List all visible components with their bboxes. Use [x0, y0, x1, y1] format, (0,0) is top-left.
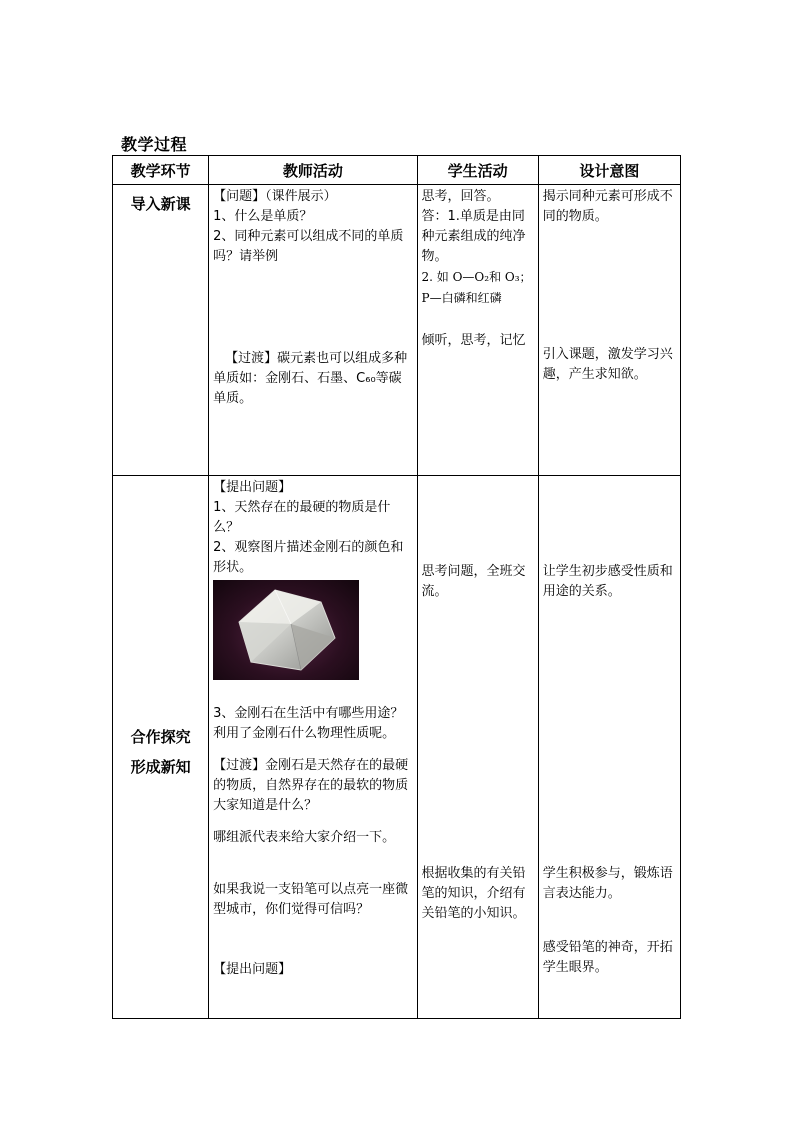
intent-text: 揭示同种元素可形成不同的物质。 [542, 189, 673, 224]
teacher-text: 1、天然存在的最硬的物质是什么？ [213, 500, 391, 535]
diamond-icon [213, 580, 359, 680]
page-heading: 教学过程 [121, 135, 188, 154]
stage-cell [113, 476, 209, 1019]
header-intent: 设计意图 [538, 156, 680, 185]
student-text: 答：1.单质是由同种元素组成的纯净物。 [421, 209, 526, 264]
teacher-text: 【提出问题】 [213, 962, 292, 977]
teacher-cell [209, 476, 417, 1019]
teacher-text: 【问题】（课件展示） [213, 189, 337, 204]
student-cell [417, 476, 538, 1019]
stage-label: 合作探究 [130, 728, 191, 746]
teacher-text: 【过渡】金刚石是天然存在的最硬的物质，自然界存在的最软的物质大家知道是什么？ [213, 758, 409, 813]
teacher-text: 如果我说一支铅笔可以点亮一座微型城市，你们觉得可信吗？ [213, 882, 409, 917]
teacher-text: 2、观察图片描述金刚石的颜色和形状。 [213, 540, 404, 575]
student-text: 思考，回答。 [421, 189, 500, 204]
table-row [113, 185, 681, 476]
header-teacher: 教师活动 [209, 156, 417, 185]
teacher-text: 哪组派代表来给大家介绍一下。 [213, 830, 396, 845]
stage-label: 形成新知 [130, 758, 191, 776]
teacher-text: 2、同种元素可以组成不同的单质吗？请举例 [213, 229, 404, 264]
stage-cell [113, 185, 209, 476]
intent-text: 让学生初步感受性质和用途的关系。 [542, 564, 673, 599]
header-stage: 教学环节 [113, 156, 209, 185]
lesson-table [112, 155, 681, 1019]
teacher-text: 3、金刚石在生活中有哪些用途？利用了金刚石什么物理性质呢。 [213, 706, 404, 741]
teacher-text: 【过渡】碳元素也可以组成多种单质如：金刚石、石墨、C₆₀等碳单质。 [213, 351, 408, 406]
student-text: 倾听，思考，记忆 [421, 333, 526, 348]
stage-label: 导入新课 [130, 195, 191, 213]
student-text: 根据收集的有关铅笔的知识，介绍有关铅笔的小知识。 [421, 866, 526, 921]
student-text: 思考问题，全班交流。 [421, 564, 526, 599]
intent-text: 感受铅笔的神奇，开拓学生眼界。 [542, 940, 673, 975]
intent-cell [538, 476, 680, 1019]
student-text: 2. 如 O—O₂和 O₃；P—白磷和红磷 [421, 270, 532, 305]
table-header-row [113, 156, 681, 185]
table-row [113, 476, 681, 1019]
student-cell [417, 185, 538, 476]
teacher-cell [209, 185, 417, 476]
teacher-text: 1、什么是单质？ [213, 209, 313, 224]
header-student: 学生活动 [417, 156, 538, 185]
diamond-photo [213, 580, 359, 680]
intent-cell [538, 185, 680, 476]
teacher-text: 【提出问题】 [213, 480, 292, 495]
intent-text: 学生积极参与，锻炼语言表达能力。 [542, 866, 673, 901]
intent-text: 引入课题，激发学习兴趣，产生求知欲。 [542, 347, 673, 382]
